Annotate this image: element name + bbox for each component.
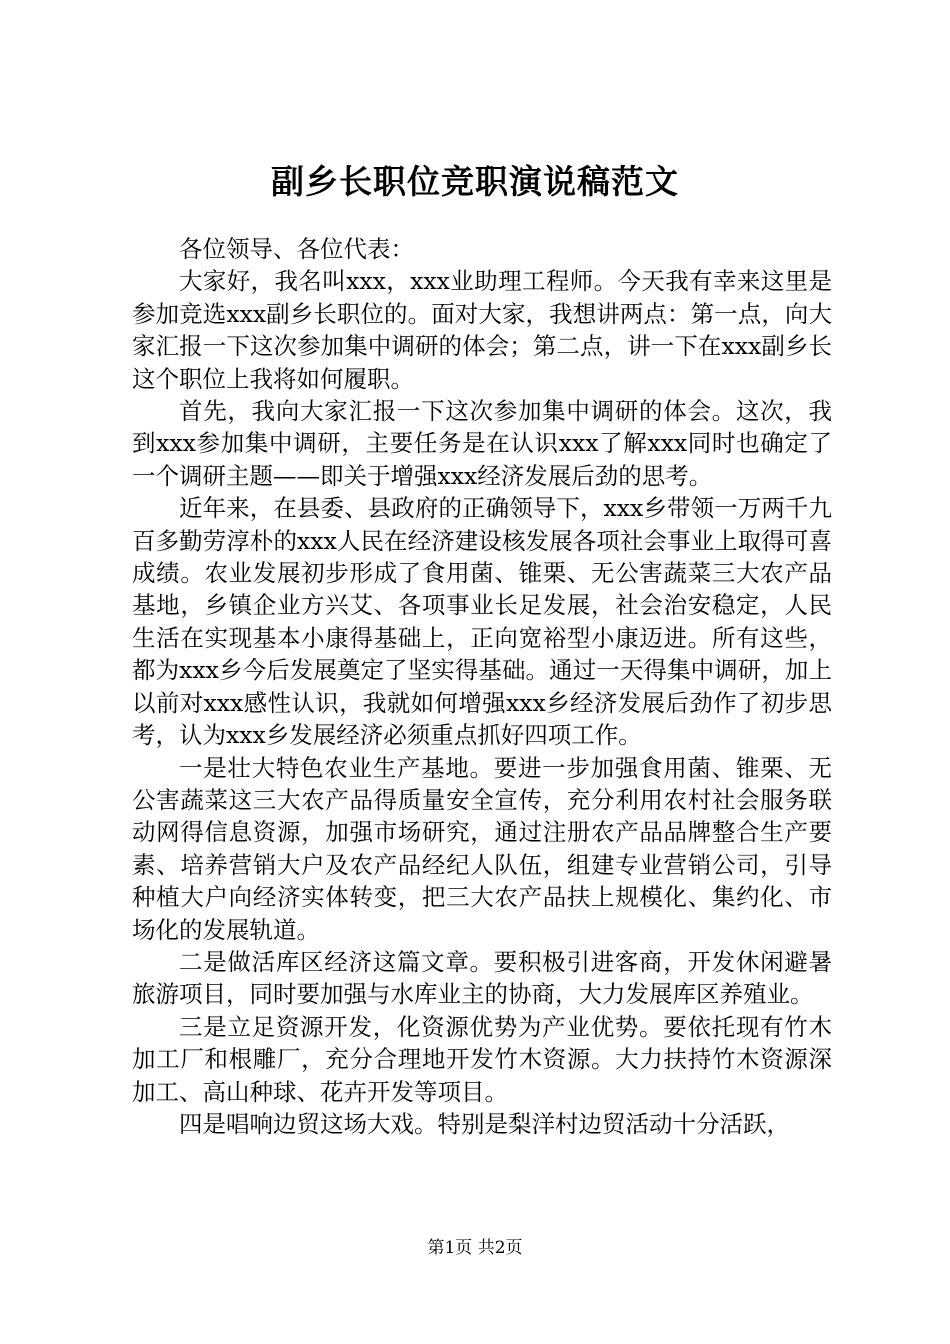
document-title: 副乡长职位竞职演说稿范文 — [271, 162, 679, 201]
page-number-footer: 第1页 共2页 — [427, 1238, 523, 1258]
paragraph-recent-achievements: 近年来，在县委、县政府的正确领导下，xxx乡带领一万两千九百多勤劳淳朴的xxx人民在经济建设核发展各项社会事业上取得可喜成绩。农业发展初步形成了食用菌、锥栗、无公害蔬菜三大农产品基地，乡镇企业方兴艾、各项事业长足发展，社会治安稳定，人民生活在实现基本小康得基础上，正向宽裕型小康迈进。所有这些，都为xxx乡今后发展奠定了坚实得基础。通过一天得集中调研，加上以前对xxx感性认识，我就如何增强xxx乡经济发展后劲作了初步思考，认为xxx乡发展经济必须重点抓好四项工作。 — [132, 494, 832, 750]
document-body — [132, 233, 832, 1140]
paragraph-point-two: 二是做活库区经济这篇文章。要积极引进客商，开发休闲避暑旅游项目，同时要加强与水库业主的协商，大力发展库区养殖业。 — [132, 947, 832, 1009]
paragraph-point-four: 四是唱响边贸这场大戏。特别是梨洋村边贸活动十分活跃， — [179, 1109, 790, 1138]
paragraph-research-report: 首先，我向大家汇报一下这次参加集中调研的体会。这次，我到xxx参加集中调研，主要任务是在认识xxx了解xxx同时也确定了一个调研主题——即关于增强xxx经济发展后劲的思考。 — [132, 397, 832, 490]
paragraph-introduction: 大家好，我名叫xxx，xxx业助理工程师。今天我有幸来这里是参加竞选xxx副乡长职位的。面对大家，我想讲两点：第一点，向大家汇报一下这次参加集中调研的体会；第二点，讲一下在xxx副乡长这个职位上我将如何履职。 — [132, 267, 832, 393]
paragraph-salutation: 各位领导、各位代表： — [179, 235, 414, 263]
paragraph-point-three: 三是立足资源开发，化资源优势为产业优势。要依托现有竹木加工厂和根雕厂，充分合理地开发竹木资源。大力扶持竹木资源深加工、高山种球、花卉开发等项目。 — [132, 1012, 832, 1106]
paragraph-point-one: 一是壮大特色农业生产基地。要进一步加强食用菌、锥栗、无公害蔬菜这三大农产品得质量安全宣传，充分利用农村社会服务联动网得信息资源，加强市场研究，通过注册农产品品牌整合生产要素、培养营销大户及农产品经纪人队伍，组建专业营销公司，引导种植大户向经济实体转变，把三大农产品扶上规模化、集约化、市场化的发展轨道。 — [132, 753, 832, 944]
